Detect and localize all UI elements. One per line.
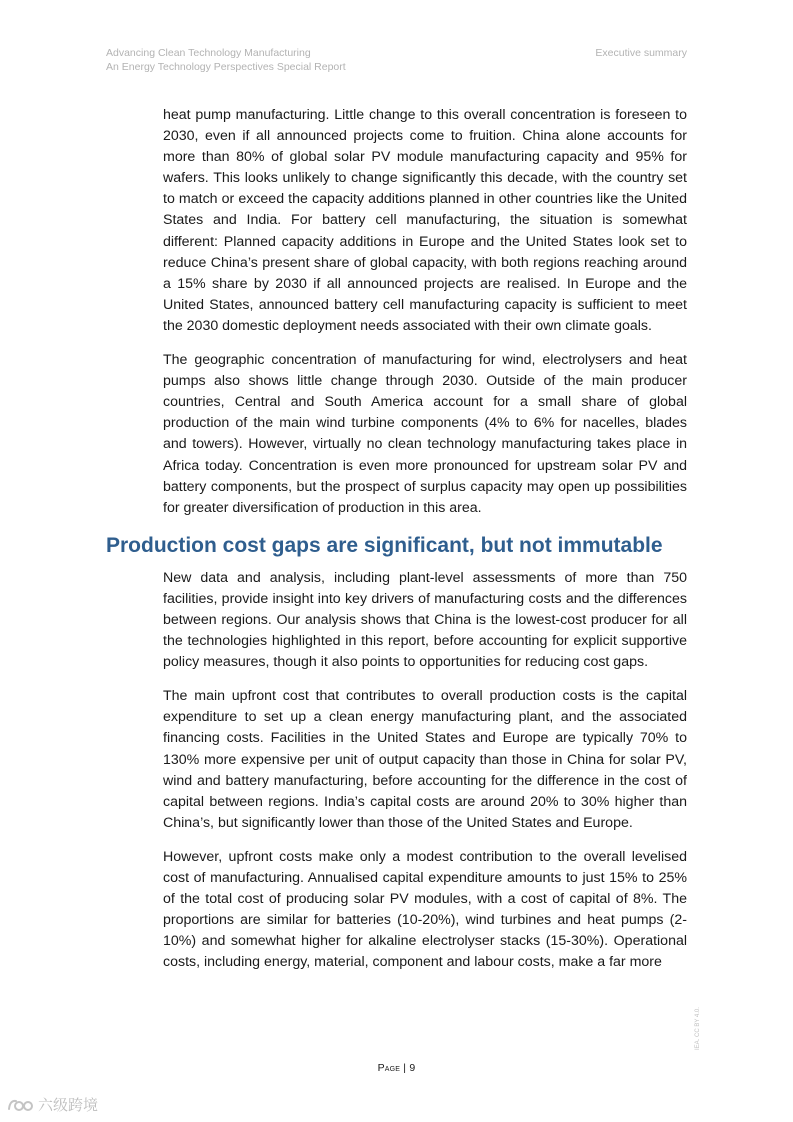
body-paragraph: New data and analysis, including plant-level assessments of more than 750 facilities, provide insight into key drivers of manufacturing costs and the differences between regions. Our analysis shows that China is the lowest-cost producer for all the technologies highlighted in this report, before accounting for explicit supportive policy measures, though it also points to opportunities for reducing cost gaps. bbox=[163, 569, 687, 671]
watermark bbox=[6, 1094, 98, 1115]
header-section-name: Executive summary bbox=[595, 47, 687, 59]
watermark-text: 六级跨境 bbox=[38, 1097, 99, 1114]
header-title-line2: An Energy Technology Perspectives Special Report bbox=[106, 61, 346, 73]
body-paragraph: The main upfront cost that contributes to overall production costs is the capital expenditure to set up a clean energy manufacturing plant, and the associated financing costs. Facilities in the United States and Europe are typically 70% to 130% more expensive per unit of output capacity than those in China for solar PV, wind and battery manufacturing, before accounting for the difference in the cost of capital between regions. India’s capital costs are around 20% to 30% higher than China’s, but significantly lower than those of the United States and Europe. bbox=[163, 688, 687, 831]
page-label: Page bbox=[377, 1062, 401, 1074]
page-number: 9 bbox=[409, 1062, 416, 1074]
header-title-block bbox=[106, 46, 346, 74]
body-paragraph: The geographic concentration of manufacturing for wind, electrolysers and heat pumps also shows little change through 2030. Outside of the main producer countries, Central and South America account for a small share of global production of the main wind turbine components (4% to 6% for nacelles, blades and towers). However, virtually no clean technology manufacturing takes place in Africa today. Concentration is even more pronounced for upstream solar PV and battery components, but the prospect of surplus capacity may open up possibilities for greater diversification of production in this area. bbox=[163, 352, 687, 516]
page-body bbox=[106, 105, 687, 986]
body-paragraph: heat pump manufacturing. Little change to this overall concentration is foreseen to 2030, even if all announced projects come to fruition. China alone accounts for more than 80% of global solar PV module manufacturing capacity and 95% for wafers. This looks unlikely to change significantly this decade, with the country set to match or exceed the capacity additions planned in other countries like the United States and India. For battery cell manufacturing, the situation is somewhat different: Planned capacity additions in Europe and the United States look set to reduce China’s present share of global capacity, with both regions reaching around a 15% share by 2030 if all announced projects are realised. In Europe and the United States, announced battery cell manufacturing capacity is sufficient to meet the 2030 domestic deployment needs associated with their own climate goals. bbox=[163, 107, 687, 334]
page-number-footer bbox=[0, 1062, 793, 1074]
section-heading: Production cost gaps are significant, but not immutable bbox=[106, 533, 663, 557]
watermark-logo-icon bbox=[6, 1095, 34, 1115]
page-separator: | bbox=[400, 1062, 410, 1074]
body-paragraph: However, upfront costs make only a modest contribution to the overall levelised cost of manufacturing. Annualised capital expenditure amounts to just 15% to 25% of the total cost of producing solar PV modules, with a cost of capital of 8%. The proportions are similar for batteries (10-20%), wind turbines and heat pumps (2-10%) and somewhat higher for alkaline electrolyser stacks (15-30%). Operational costs, including energy, material, component and labour costs, make a far more bbox=[163, 848, 687, 971]
header-title-line1: Advancing Clean Technology Manufacturing bbox=[106, 47, 311, 59]
license-note: IEA. CC BY 4.0. bbox=[695, 1007, 701, 1050]
